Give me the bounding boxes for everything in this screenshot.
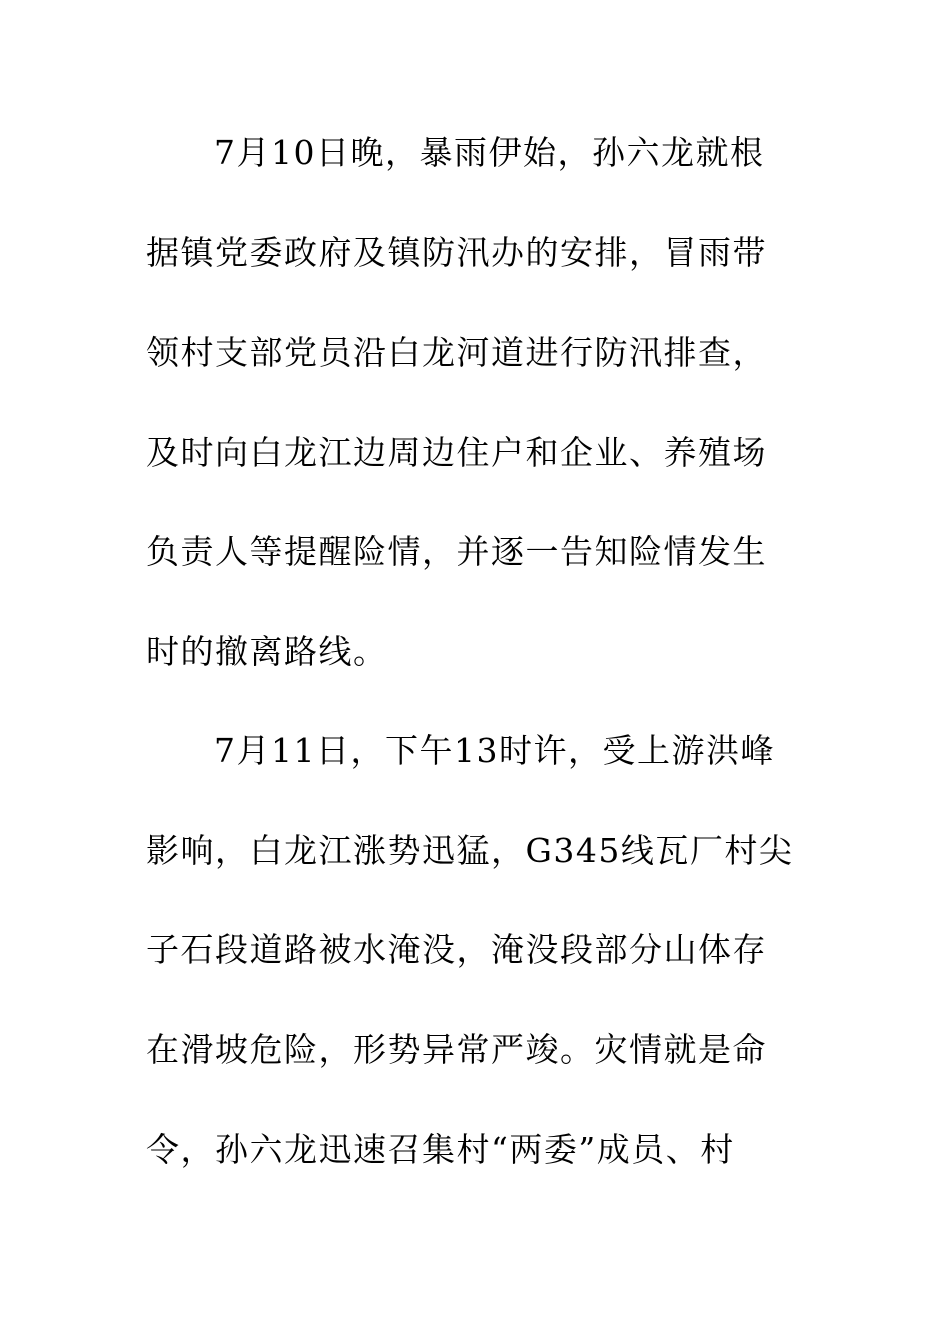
text-line: 据镇党委政府及镇防汛办的安排，冒雨带 xyxy=(146,233,767,272)
text-line: 7月11日，下午13时许，受上游洪峰 xyxy=(214,731,775,770)
text-line: 令，孙六龙迅速召集村“两委”成员、村 xyxy=(146,1130,735,1169)
text-line: 领村支部党员沿白龙河道进行防汛排查， xyxy=(146,333,767,372)
text-line: 时的撤离路线。 xyxy=(146,632,388,671)
text-line: 负责人等提醒险情，并逐一告知险情发生 xyxy=(146,532,767,571)
text-line: 7月10日晚，暴雨伊始，孙六龙就根 xyxy=(214,133,765,172)
text-line: 及时向白龙江边周边住户和企业、养殖场 xyxy=(146,433,767,472)
text-line: 在滑坡危险，形势异常严竣。灾情就是命 xyxy=(146,1030,767,1069)
text-line: 影响，白龙江涨势迅猛，G345线瓦厂村尖 xyxy=(146,831,794,870)
text-line: 子石段道路被水淹没，淹没段部分山体存 xyxy=(146,930,767,969)
